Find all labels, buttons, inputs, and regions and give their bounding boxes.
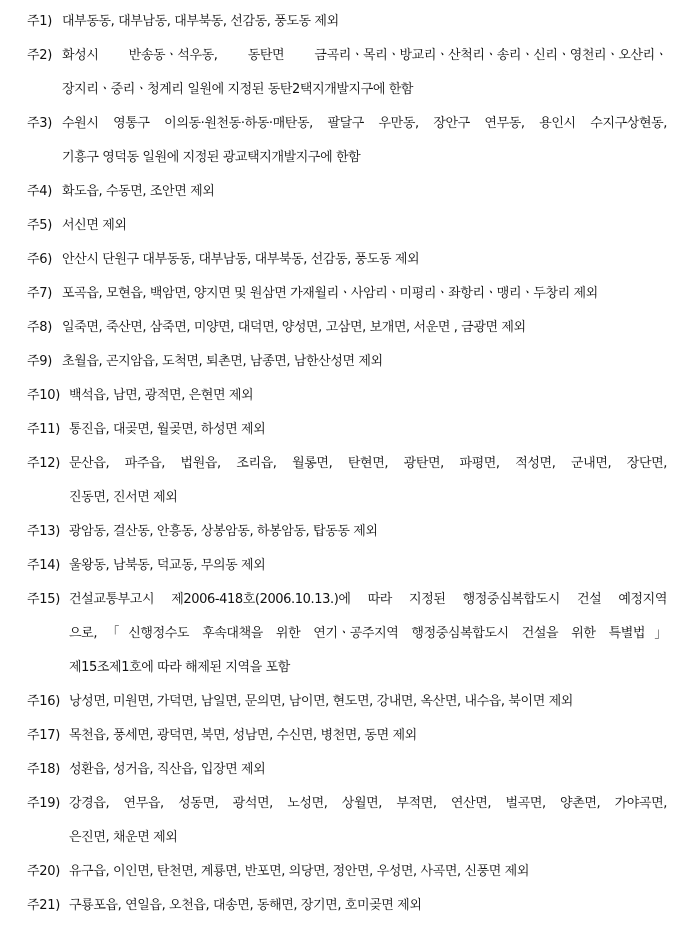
footnote-text: 화성시 반송동ㆍ석우동, 동탄면 금곡리ㆍ목리ㆍ방교리ㆍ산척리ㆍ송리ㆍ신리ㆍ영천리ㆍ오산리ㆍ xyxy=(62,48,667,63)
footnote-text-continued: 기흥구 영덕동 일원에 지정된 광교택지개발지구에 한함 xyxy=(62,150,361,165)
footnote-label: 주7) xyxy=(27,286,53,301)
footnote-text: 낭성면, 미원면, 가덕면, 남일면, 문의면, 남이면, 현도면, 강내면, 옥산면, 내수읍, 북이면 제외 xyxy=(69,694,573,709)
footnote-text-continued: 제15조제1호에 따라 해제된 지역을 포함 xyxy=(69,660,290,675)
footnote-label: 주14) xyxy=(27,558,60,573)
footnote-text: 구룡포읍, 연일읍, 오천읍, 대송면, 동해면, 장기면, 호미곶면 제외 xyxy=(69,898,422,913)
footnote-label: 주8) xyxy=(27,320,53,335)
footnote-text-continued: 은진면, 채운면 제외 xyxy=(69,830,178,845)
footnote-text: 울왕동, 남북동, 덕교동, 무의동 제외 xyxy=(69,558,266,573)
footnote-label: 주17) xyxy=(27,728,60,743)
footnote-text: 일죽면, 죽산면, 삼죽면, 미양면, 대덕면, 양성면, 고삼면, 보개면, 서운면 , 금광면 제외 xyxy=(62,320,526,335)
footnote-label: 주6) xyxy=(27,252,53,267)
footnote-label: 주12) xyxy=(27,456,60,471)
footnote-text: 서신면 제외 xyxy=(62,218,127,233)
footnote-label: 주21) xyxy=(27,898,60,913)
footnote-label: 주11) xyxy=(27,422,60,437)
footnote-label: 주5) xyxy=(27,218,53,233)
footnote-label: 주10) xyxy=(27,388,60,403)
footnote-text: 유구읍, 이인면, 탄천면, 계룡면, 반포면, 의당면, 정안면, 우성면, 사곡면, 신풍면 제외 xyxy=(69,864,529,879)
footnote-text-continued: 진동면, 진서면 제외 xyxy=(69,490,178,505)
footnote-label: 주16) xyxy=(27,694,60,709)
footnote-label: 주20) xyxy=(27,864,60,879)
footnote-text-continued: 장지리ㆍ중리ㆍ청계리 일원에 지정된 동탄2택지개발지구에 한함 xyxy=(62,82,414,97)
footnote-text: 안산시 단원구 대부동동, 대부남동, 대부북동, 선감동, 풍도동 제외 xyxy=(62,252,420,267)
footnote-text: 성환읍, 성거읍, 직산읍, 입장면 제외 xyxy=(69,762,266,777)
footnote-label: 주9) xyxy=(27,354,53,369)
footnote-text: 화도읍, 수동면, 조안면 제외 xyxy=(62,184,215,199)
footnote-label: 주19) xyxy=(27,796,60,811)
footnote-text: 건설교통부고시 제2006-418호(2006.10.13.)에 따라 지정된 행정중심복합도시 건설 예정지역 xyxy=(69,592,667,607)
footnote-text: 포곡읍, 모현읍, 백암면, 양지면 및 원삼면 가재월리ㆍ사암리ㆍ미평리ㆍ좌항리ㆍ맹리ㆍ두창리 제외 xyxy=(62,286,598,301)
footnote-text: 초월읍, 곤지암읍, 도척면, 퇴촌면, 남종면, 남한산성면 제외 xyxy=(62,354,383,369)
footnote-label: 주2) xyxy=(27,48,53,63)
footnote-label: 주15) xyxy=(27,592,60,607)
footnote-text-continued: 으로,「신행정수도 후속대책을 위한 연기ㆍ공주지역 행정중심복합도시 건설을 위한 특별법」 xyxy=(69,626,667,641)
footnote-text: 문산읍, 파주읍, 법원읍, 조리읍, 월롱면, 탄현면, 광탄면, 파평면, 적성면, 군내면, 장단면, xyxy=(69,456,667,471)
footnote-label: 주3) xyxy=(27,116,53,131)
footnote-label: 주1) xyxy=(27,14,53,29)
footnote-text: 대부동동, 대부남동, 대부북동, 선감동, 풍도동 제외 xyxy=(62,14,339,29)
footnote-text: 강경읍, 연무읍, 성동면, 광석면, 노성면, 상월면, 부적면, 연산면, 벌곡면, 양촌면, 가야곡면, xyxy=(69,796,667,811)
footnote-text: 광암동, 걸산동, 안흥동, 상봉암동, 하봉암동, 탑동동 제외 xyxy=(69,524,378,539)
footnote-text: 백석읍, 남면, 광적면, 은현면 제외 xyxy=(69,388,254,403)
footnote-text: 통진읍, 대곶면, 월곶면, 하성면 제외 xyxy=(69,422,266,437)
footnote-label: 주4) xyxy=(27,184,53,199)
footnote-label: 주13) xyxy=(27,524,60,539)
footnote-label: 주18) xyxy=(27,762,60,777)
footnote-text: 목천읍, 풍세면, 광덕면, 북면, 성남면, 수신면, 병천면, 동면 제외 xyxy=(69,728,417,743)
footnote-text: 수원시 영통구 이의동·원천동·하동·매탄동, 팔달구 우만동, 장안구 연무동, 용인시 수지구상현동, xyxy=(62,116,667,131)
